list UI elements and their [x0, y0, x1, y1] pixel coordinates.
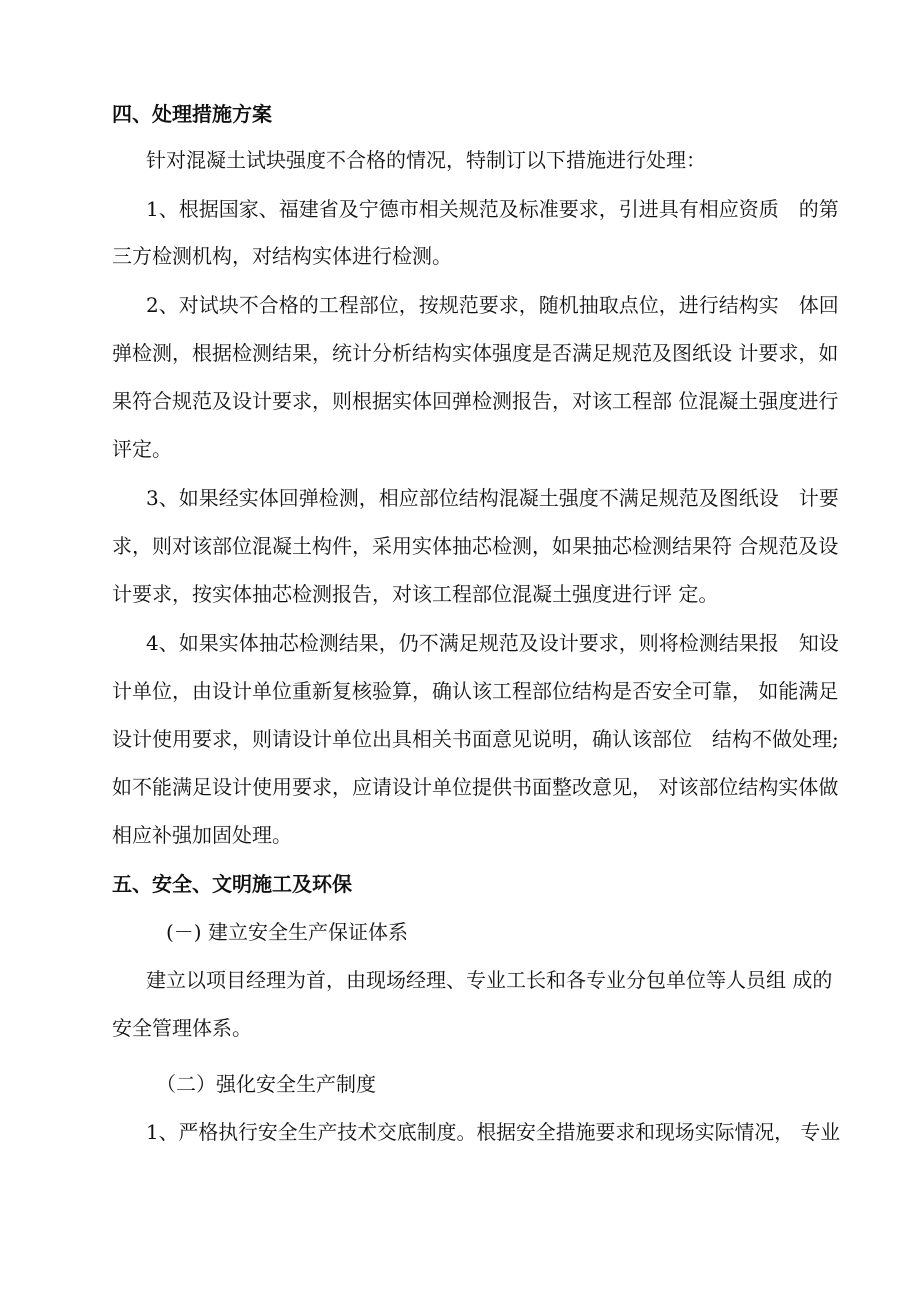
item-2-line-3: 果符合规范及设计要求，则根据实体回弹检测报告，对该工程部 位混凝土强度进行 [112, 389, 839, 413]
item-4-line-5: 相应补强加固处理。 [112, 823, 292, 847]
item-2-line-1: 2、对试块不合格的工程部位，按规范要求，随机抽取点位，进行结构实 体回 [146, 293, 839, 317]
item-4-line-4: 如不能满足设计使用要求，应请设计单位提供书面整改意见， 对该部位结构实体做 [112, 775, 839, 799]
section-5-heading: 五、安全、文明施工及环保 [112, 872, 352, 896]
section-4-heading: 四、处理措施方案 [112, 102, 272, 126]
item-4-line-2: 计单位，由设计单位重新复核验算，确认该工程部位结构是否安全可靠， 如能满足 [112, 679, 839, 703]
subsection-2-heading: （二）强化安全生产制度 [156, 1072, 376, 1096]
item-3-line-1: 3、如果经实体回弹检测，相应部位结构混凝土强度不满足规范及图纸设 计要 [146, 486, 839, 510]
item-4-line-1: 4、如果实体抽芯检测结果，仍不满足规范及设计要求，则将检测结果报 知设 [146, 631, 839, 655]
subsection-1-heading: (－) 建立安全生产保证体系 [166, 920, 408, 944]
item-2-line-4: 评定。 [112, 437, 172, 461]
item-3-line-2: 求，则对该部位混凝土构件，采用实体抽芯检测，如果抽芯检测结果符 合规范及设 [112, 534, 839, 558]
item-1-line-1: 1、根据国家、福建省及宁德市相关规范及标准要求，引进具有相应资质 的第 [146, 197, 839, 221]
item-2-line-2: 弹检测，根据检测结果，统计分析结构实体强度是否满足规范及图纸设 计要求，如 [112, 341, 839, 365]
item-4-line-3: 设计使用要求，则请设计单位出具相关书面意见说明，确认该部位 结构不做处理; [112, 727, 839, 751]
subsection-1-line-2: 安全管理体系。 [112, 1016, 252, 1040]
item-3-line-3: 计要求，按实体抽芯检测报告，对该工程部位混凝土强度进行评 定。 [112, 582, 719, 606]
section-4-intro: 针对混凝土试块强度不合格的情况，特制订以下措施进行处理： [146, 148, 706, 172]
subsection-2-line-1: 1、严格执行安全生产技术交底制度。根据安全措施要求和现场实际情况， 专业 [146, 1120, 841, 1144]
subsection-1-line-1: 建立以项目经理为首，由现场经理、专业工长和各专业分包单位等人员组 成的 [146, 968, 833, 992]
item-1-line-2: 三方检测机构，对结构实体进行检测。 [112, 244, 452, 268]
